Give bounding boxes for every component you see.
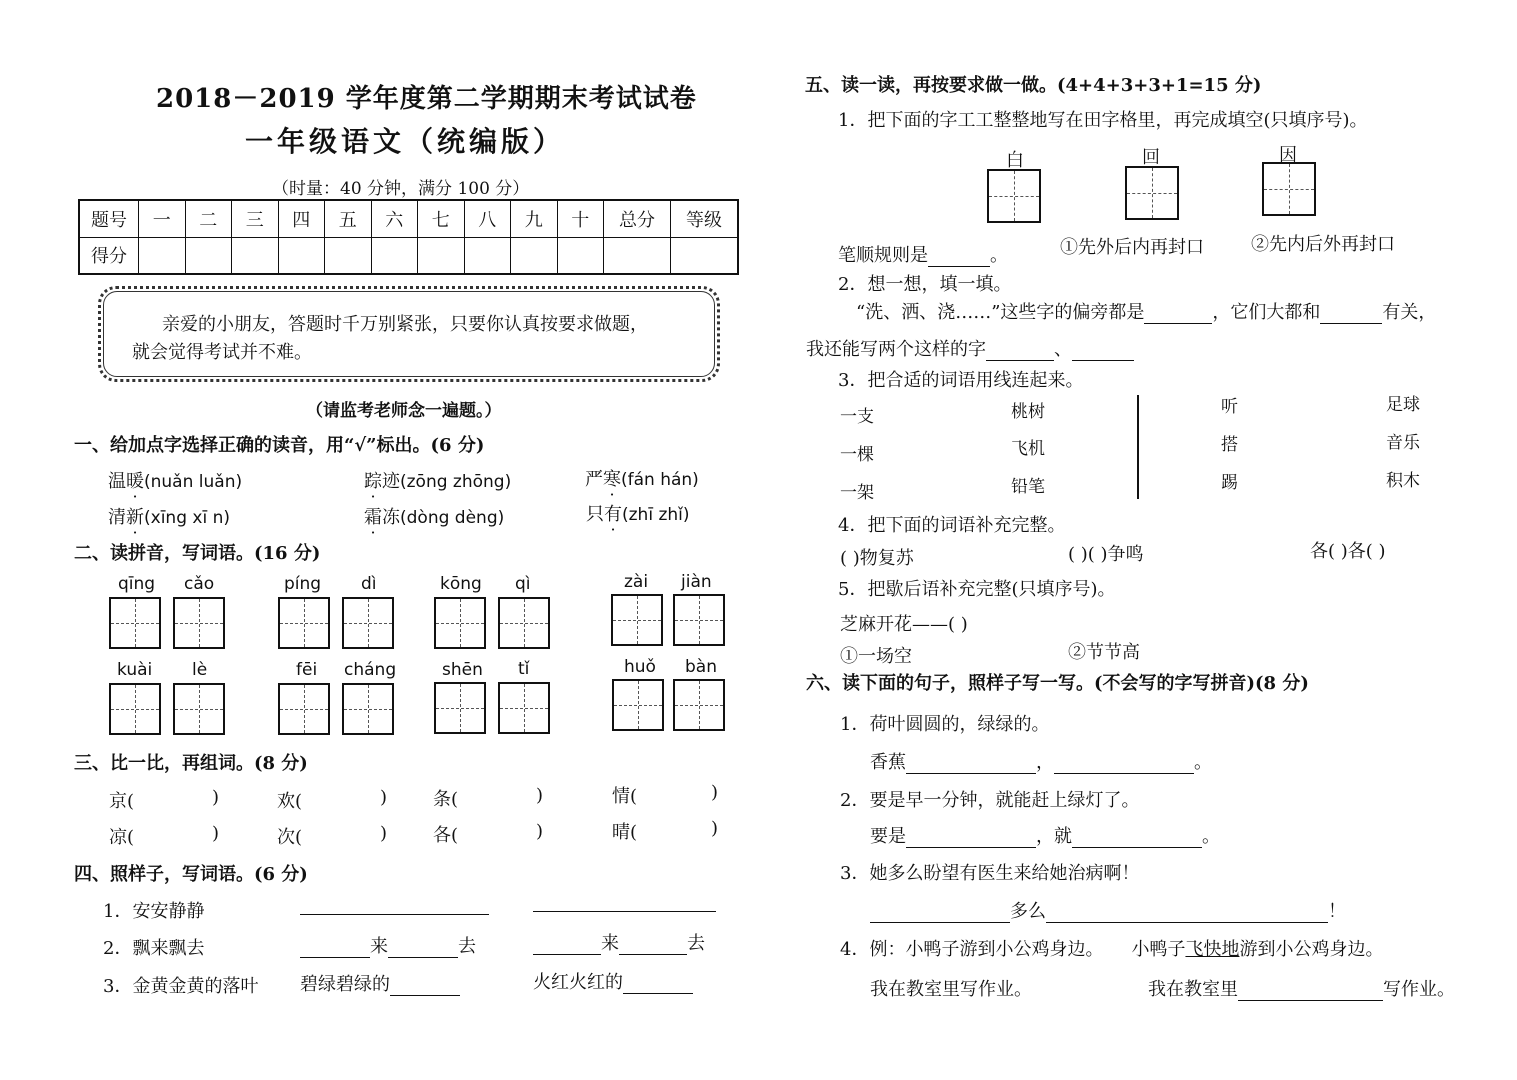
score-input-cell[interactable] bbox=[371, 237, 418, 274]
match-item[interactable]: 搭 bbox=[1221, 435, 1238, 455]
answer-blank[interactable] bbox=[619, 936, 687, 955]
s1-item: 严寒(fán hán) bbox=[585, 469, 699, 490]
answer-blank[interactable] bbox=[1320, 305, 1382, 324]
pinyin-label: zài bbox=[624, 572, 649, 592]
score-input-cell[interactable] bbox=[557, 237, 604, 274]
score-table bbox=[78, 199, 739, 275]
writing-grid[interactable] bbox=[612, 679, 664, 731]
pinyin-label: kuài bbox=[117, 660, 153, 680]
s6-q3: 3．她多么盼望有医生来给她治病啊！ bbox=[840, 863, 1140, 884]
writing-grid[interactable] bbox=[611, 594, 663, 646]
pinyin-label: huǒ bbox=[624, 657, 656, 677]
s5-q5: 5．把歇后语补充完整(只填序号)。 bbox=[838, 579, 1116, 600]
section-2-title: 二、读拼音，写词语。(16 分) bbox=[74, 543, 321, 564]
writing-grid[interactable] bbox=[498, 597, 550, 649]
stroke-order-label: 笔顺规则是 。 bbox=[838, 245, 1008, 266]
s5-q5-option-1: ①一场空 bbox=[840, 646, 912, 667]
compare-paren[interactable]: ) bbox=[711, 782, 719, 803]
score-input-cell[interactable] bbox=[278, 237, 325, 274]
s1-item: 只有(zhī zhǐ) bbox=[586, 504, 690, 525]
answer-blank[interactable] bbox=[906, 829, 1036, 848]
section-4-title: 四、照样子，写词语。(6 分) bbox=[74, 864, 308, 885]
s6-q1-fill: 香蕉 ， 。 bbox=[870, 752, 1212, 773]
s4-q3-fill: 碧绿碧绿的 bbox=[300, 970, 460, 996]
answer-blank[interactable] bbox=[1054, 755, 1194, 774]
s1-item: 踪迹(zōng zhōng) bbox=[364, 471, 512, 492]
compare-paren[interactable]: ) bbox=[380, 787, 388, 808]
score-cell: 二 bbox=[185, 200, 232, 237]
score-row-label: 得分 bbox=[79, 237, 139, 274]
pinyin-label: cháng bbox=[344, 660, 397, 680]
compare-paren[interactable]: ) bbox=[536, 785, 544, 806]
pinyin-label: kōng bbox=[440, 574, 482, 594]
score-input-cell[interactable] bbox=[511, 237, 558, 274]
tianzi-char: 回 bbox=[1142, 147, 1160, 168]
answer-blank[interactable] bbox=[388, 939, 458, 958]
compare-paren[interactable]: ) bbox=[536, 821, 544, 842]
s4-q1: 1．安安静静 bbox=[103, 901, 205, 922]
score-table-header-row bbox=[79, 200, 738, 237]
pinyin-label: shēn bbox=[442, 660, 483, 680]
answer-blank[interactable] bbox=[1046, 904, 1328, 923]
pinyin-label: cǎo bbox=[184, 574, 215, 594]
score-input-cell[interactable] bbox=[325, 237, 372, 274]
writing-grid[interactable] bbox=[173, 683, 225, 735]
pinyin-label: píng bbox=[284, 574, 322, 594]
pinyin-label: tǐ bbox=[518, 659, 530, 679]
match-item[interactable]: 一棵 bbox=[840, 445, 874, 465]
answer-blank[interactable] bbox=[390, 977, 460, 996]
section-5-title: 五、读一读，再按要求做一做。(4+4+3+3+1=15 分) bbox=[805, 75, 1262, 96]
notice-line-2: 就会觉得考试并不难。 bbox=[132, 342, 312, 363]
compare-char: 京( bbox=[109, 791, 135, 812]
exam-subtitle: 一年级语文（统编版） bbox=[245, 125, 566, 158]
compare-char: 各( bbox=[433, 825, 459, 846]
writing-grid[interactable] bbox=[498, 682, 550, 734]
answer-blank[interactable] bbox=[906, 755, 1036, 774]
match-item[interactable]: 一支 bbox=[840, 407, 874, 427]
compare-char: 情( bbox=[612, 786, 638, 807]
answer-blank[interactable] bbox=[1144, 305, 1212, 324]
match-item[interactable]: 积木 bbox=[1386, 471, 1420, 491]
answer-line[interactable] bbox=[533, 893, 716, 912]
writing-grid[interactable] bbox=[987, 169, 1041, 223]
score-cell: 一 bbox=[139, 200, 186, 237]
score-input-cell[interactable] bbox=[464, 237, 511, 274]
s5-q4-item[interactable]: ( )物复苏 bbox=[840, 548, 914, 569]
s5-q2-line2: 我还能写两个这样的字 、 bbox=[806, 335, 1134, 361]
writing-grid[interactable] bbox=[1262, 162, 1316, 216]
answer-blank[interactable] bbox=[870, 904, 1010, 923]
writing-grid[interactable] bbox=[278, 683, 330, 735]
score-cell: 六 bbox=[371, 200, 418, 237]
score-input-cell[interactable] bbox=[671, 237, 739, 274]
writing-grid[interactable] bbox=[109, 597, 161, 649]
compare-paren[interactable]: ) bbox=[711, 818, 719, 839]
score-input-cell[interactable] bbox=[139, 237, 186, 274]
writing-grid[interactable] bbox=[673, 594, 725, 646]
tianzi-char: 白 bbox=[1006, 150, 1024, 171]
score-cell: 九 bbox=[511, 200, 558, 237]
compare-char: 欢( bbox=[277, 791, 303, 812]
writing-grid[interactable] bbox=[278, 597, 330, 649]
pinyin-label: lè bbox=[192, 660, 208, 680]
score-cell: 八 bbox=[464, 200, 511, 237]
compare-paren[interactable]: ) bbox=[212, 823, 220, 844]
s1-item: 霜冻(dòng dèng) bbox=[364, 507, 505, 528]
writing-grid[interactable] bbox=[109, 683, 161, 735]
s6-q3-fill: 多么 ！ bbox=[870, 897, 1346, 923]
match-item[interactable]: 听 bbox=[1221, 397, 1238, 417]
pinyin-label: jiàn bbox=[681, 572, 712, 592]
compare-paren[interactable]: ) bbox=[380, 823, 388, 844]
stroke-option-2: ②先内后外再封口 bbox=[1251, 234, 1395, 255]
s5-q2-line1: “洗、洒、浇……”这些字的偏旁都是 ，它们大都和 有关， bbox=[856, 302, 1437, 323]
exam-title: 2018－2019 学年度第二学期期末考试试卷 bbox=[156, 84, 697, 114]
compare-char: 凉( bbox=[109, 827, 135, 848]
s5-q3: 3．把合适的词语用线连起来。 bbox=[838, 370, 1084, 391]
match-item[interactable]: 足球 bbox=[1386, 395, 1420, 415]
s1-item: 清新(xīng xī n) bbox=[108, 507, 230, 528]
match-item[interactable]: 一架 bbox=[840, 483, 874, 503]
writing-grid[interactable] bbox=[173, 597, 225, 649]
s6-q1: 1．荷叶圆圆的，绿绿的。 bbox=[840, 714, 1050, 735]
answer-blank[interactable] bbox=[928, 248, 990, 267]
section-1-title: 一、给加点字选择正确的读音，用“√”标出。(6 分) bbox=[74, 435, 485, 456]
match-item[interactable]: 音乐 bbox=[1386, 433, 1420, 453]
s5-q2: 2．想一想，填一填。 bbox=[838, 274, 1012, 295]
pinyin-label: dì bbox=[361, 574, 377, 594]
s6-q4-fill: 我在教室里 写作业。 bbox=[1148, 979, 1455, 1000]
answer-blank[interactable] bbox=[300, 939, 370, 958]
score-cell: 四 bbox=[278, 200, 325, 237]
score-cell: 总分 bbox=[604, 200, 671, 237]
pinyin-label: qīng bbox=[118, 574, 156, 594]
writing-grid[interactable] bbox=[342, 597, 394, 649]
s6-q4-sentence: 我在教室里写作业。 bbox=[870, 979, 1032, 1000]
match-item[interactable]: 铅笔 bbox=[1011, 477, 1045, 497]
compare-char: 条( bbox=[433, 789, 459, 810]
s4-q3: 3．金黄金黄的落叶 bbox=[103, 976, 259, 997]
score-cell: 等级 bbox=[671, 200, 739, 237]
pinyin-label: fēi bbox=[296, 660, 318, 680]
match-item[interactable]: 桃树 bbox=[1011, 402, 1045, 422]
time-info: （时量：40 分钟，满分 100 分） bbox=[272, 179, 530, 199]
answer-line[interactable] bbox=[300, 896, 489, 915]
writing-grid[interactable] bbox=[434, 597, 486, 649]
match-divider bbox=[1137, 395, 1139, 499]
score-cell: 五 bbox=[325, 200, 372, 237]
answer-blank[interactable] bbox=[1072, 829, 1202, 848]
s4-q2: 2．飘来飘去 bbox=[103, 938, 205, 959]
score-input-cell[interactable] bbox=[604, 237, 671, 274]
s6-q2-fill: 要是 ，就 。 bbox=[870, 826, 1220, 847]
s5-q1: 1．把下面的字工工整整地写在田字格里，再完成填空(只填序号)。 bbox=[838, 110, 1368, 131]
score-input-cell[interactable] bbox=[418, 237, 465, 274]
writing-grid[interactable] bbox=[673, 679, 725, 731]
score-input-cell[interactable] bbox=[232, 237, 279, 274]
s5-q4-item[interactable]: ( )( )争鸣 bbox=[1068, 544, 1144, 565]
s4-q3-fill: 火红火红的 bbox=[533, 968, 693, 994]
section-3-title: 三、比一比，再组词。(8 分) bbox=[74, 753, 308, 774]
s6-q4-example: 4．例：小鸭子游到小公鸡身边。 小鸭子飞快地游到小公鸡身边。 bbox=[840, 939, 1384, 960]
s5-q4-item[interactable]: 各( )各( ) bbox=[1310, 541, 1386, 562]
answer-blank[interactable] bbox=[533, 936, 601, 955]
compare-paren[interactable]: ) bbox=[212, 787, 220, 808]
writing-grid[interactable] bbox=[434, 682, 486, 734]
s6-q2: 2．要是早一分钟，就能赶上绿灯了。 bbox=[840, 790, 1140, 811]
answer-blank[interactable] bbox=[986, 342, 1054, 361]
tianzi-char: 因 bbox=[1279, 145, 1297, 166]
writing-grid[interactable] bbox=[342, 683, 394, 735]
s5-q5-line[interactable]: 芝麻开花——( ) bbox=[840, 614, 968, 635]
score-cell: 十 bbox=[557, 200, 604, 237]
s1-item: 温暖(nuǎn luǎn) bbox=[108, 471, 243, 492]
s5-q5-option-2: ②节节高 bbox=[1068, 642, 1140, 663]
match-item[interactable]: 飞机 bbox=[1011, 439, 1045, 459]
read-note: （请监考老师念一遍题。） bbox=[306, 401, 502, 421]
answer-blank[interactable] bbox=[623, 975, 693, 994]
score-cell: 七 bbox=[418, 200, 465, 237]
score-cell: 题号 bbox=[79, 200, 139, 237]
score-input-cell[interactable] bbox=[185, 237, 232, 274]
answer-blank[interactable] bbox=[1238, 982, 1383, 1001]
s5-q4: 4．把下面的词语补充完整。 bbox=[838, 515, 1066, 536]
match-item[interactable]: 踢 bbox=[1221, 473, 1238, 493]
s4-q2-fill: 来 去 bbox=[300, 932, 476, 958]
notice-box bbox=[98, 286, 720, 382]
pinyin-label: qì bbox=[515, 574, 531, 594]
compare-char: 次( bbox=[277, 827, 303, 848]
notice-line-1: 亲爱的小朋友，答题时千万别紧张，只要你认真按要求做题， bbox=[162, 314, 648, 335]
score-cell: 三 bbox=[232, 200, 279, 237]
answer-blank[interactable] bbox=[1072, 342, 1134, 361]
stroke-option-1: ①先外后内再封口 bbox=[1060, 237, 1204, 258]
compare-char: 晴( bbox=[612, 822, 638, 843]
score-table-score-row bbox=[79, 237, 738, 274]
writing-grid[interactable] bbox=[1125, 166, 1179, 220]
pinyin-label: bàn bbox=[685, 657, 717, 677]
s4-q2-fill: 来 去 bbox=[533, 929, 705, 955]
section-6-title: 六、读下面的句子，照样子写一写。(不会写的字写拼音)(8 分) bbox=[806, 673, 1309, 694]
